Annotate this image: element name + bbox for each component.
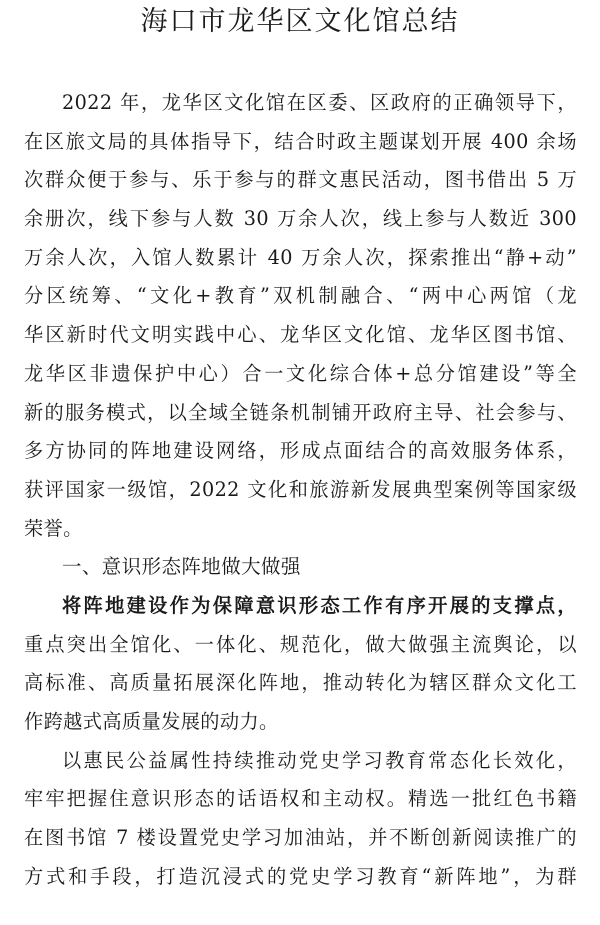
paragraph-line: 方式和手段，打造沉浸式的党史学习教育“新阵地”，为群 <box>24 864 577 888</box>
section1-paragraph-1 <box>24 587 577 742</box>
paragraph-line: 高标准、高质量拓展深化阵地，推动转化为辖区群众文化工 <box>24 671 577 695</box>
paragraph-line: 2022 年，龙华区文化馆在区委、区政府的正确领导下， <box>62 91 577 114</box>
paragraph-line: 万余人次，入馆人数累计 40 万余人次，探索推出“静+动” <box>24 245 577 269</box>
intro-paragraph <box>24 84 577 548</box>
paragraph-line: 获评国家一级馆，2022 文化和旅游新发展典型案例等国家级 <box>24 477 577 501</box>
paragraph-line: 在图书馆 7 楼设置党史学习加油站，并不断创新阅读推广的 <box>24 826 577 850</box>
section-heading: 一、意识形态阵地做大做强 <box>62 555 301 579</box>
document-title: 海口市龙华区文化馆总结 <box>140 6 460 37</box>
paragraph-line: 牢牢把握住意识形态的话语权和主动权。精选一批红色书籍 <box>24 787 577 811</box>
document-body <box>24 84 577 896</box>
paragraph-line: 分区统筹、“文化+教育”双机制融合、“两中心两馆（龙 <box>24 284 577 308</box>
paragraph-line: 荣誉。 <box>24 516 83 540</box>
paragraph-line: 作跨越式高质量发展的动力。 <box>24 710 279 733</box>
paragraph-line: 以惠民公益属性持续推动党史学习教育常态化长效化， <box>62 748 577 772</box>
paragraph-line: 华区新时代文明实践中心、龙华区文化馆、龙华区图书馆、 <box>24 323 577 347</box>
paragraph-line: 龙华区非遗保护中心）合一文化综合体+总分馆建设”等全 <box>24 361 577 385</box>
paragraph-lead-line: 将阵地建设作为保障意识形态工作有序开展的支撑点， <box>62 593 577 617</box>
section1-paragraph-2 <box>24 742 577 897</box>
paragraph-line: 多方协同的阵地建设网络，形成点面结合的高效服务体系， <box>24 439 577 463</box>
paragraph-line: 余册次，线下参与人数 30 万余人次，线上参与人数近 300 <box>24 207 577 231</box>
paragraph-line: 重点突出全馆化、一体化、规范化，做大做强主流舆论，以 <box>24 632 577 656</box>
paragraph-line: 新的服务模式，以全域全链条机制铺开政府主导、社会参与、 <box>24 400 577 424</box>
paragraph-line: 次群众便于参与、乐于参与的群文惠民活动，图书借出 5 万 <box>24 168 577 192</box>
paragraph-line: 在区旅文局的具体指导下，结合时政主题谋划开展 400 余场 <box>24 129 577 153</box>
